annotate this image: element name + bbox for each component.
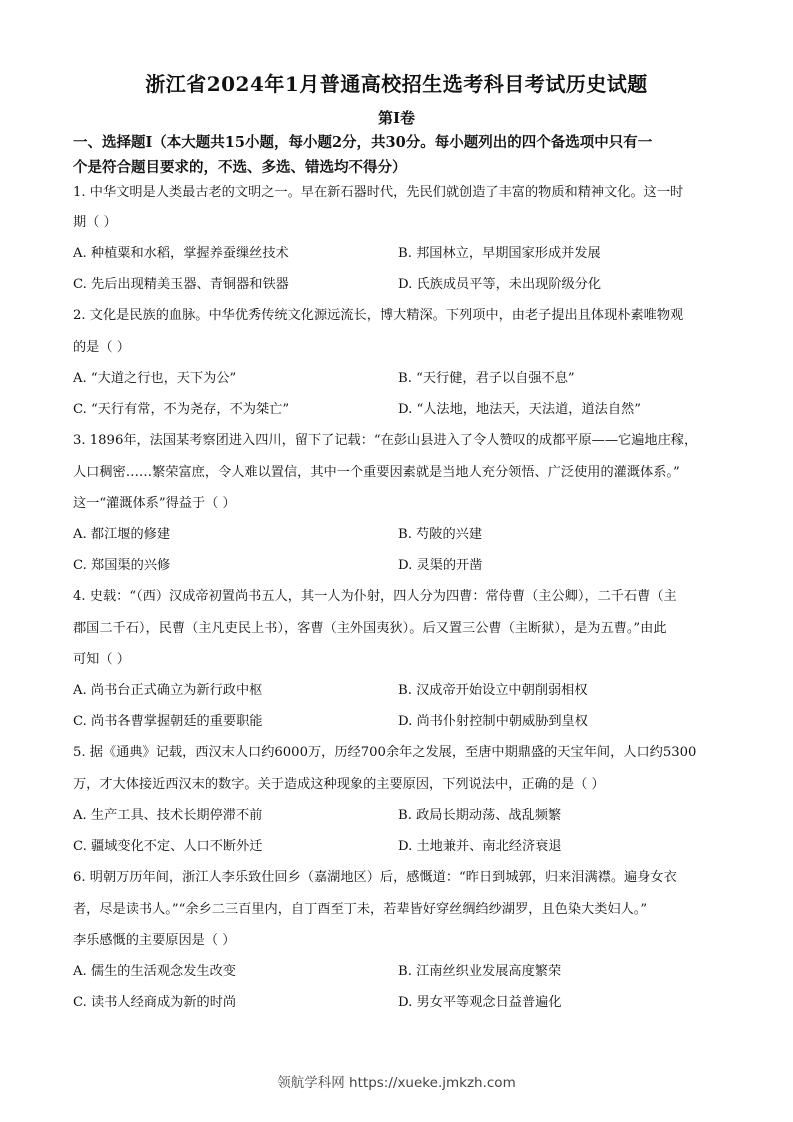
option-a: A. “大道之行也，天下为公” [73, 371, 237, 386]
section-instructions [73, 130, 733, 180]
option-d: D. 土地兼并、南北经济衰退 [398, 839, 562, 854]
option-b: B. 江南丝织业发展高度繁荣 [398, 964, 562, 979]
option-a: A. 都江堰的修建 [73, 527, 171, 542]
option-b: B. 政局长期动荡、战乱频繁 [398, 808, 562, 823]
question-stem-line: 3. 1896年，法国某考察团进入四川，留下了记载：“在彭山县进入了令人赞叹的成都平原——它遍地庄稼， [73, 433, 698, 448]
option-c: C. 尚书各曹掌握朝廷的重要职能 [73, 714, 263, 729]
footer-watermark: 领航学科网 https://xueke.jmkzh.com [277, 1075, 516, 1091]
question-stem-line: 5. 据《通典》记载，西汉末人口约6000万，历经700余年之发展，至唐中期鼎盛的天宝年间，人口约5300 [73, 745, 697, 760]
option-b: B. “天行健，君子以自强不息” [398, 371, 575, 386]
option-d: D. “人法地，地法天，天法道，道法自然” [398, 402, 641, 417]
question-stem-line: 期（ ） [73, 215, 117, 230]
question-stem-line: 人口稠密……繁荣富庶，令人难以置信，其中一个重要因素就是当地人充分领悟、广泛使用的灌溉体系。” [73, 465, 680, 480]
question-stem-line: 李乐感慨的主要原因是（ ） [73, 933, 236, 948]
option-c: C. 读书人经商成为新的时尚 [73, 995, 237, 1010]
option-b: B. 汉成帝开始设立中朝削弱相权 [398, 683, 588, 698]
option-a: A. 尚书台正式确立为新行政中枢 [73, 683, 263, 698]
question-stem-line: 郡国二千石），民曹（主凡吏民上书），客曹（主外国夷狄）。后又置三公曹（主断狱），是为五曹。”由此 [73, 621, 667, 636]
option-c: C. 先后出现精美玉器、青铜器和铁器 [73, 277, 289, 292]
question-stem-line: 6. 明朝万历年间，浙江人李乐致仕回乡（嘉湖地区）后，感慨道：“昨日到城郭，归来泪满襟。遍身女衣 [73, 870, 677, 885]
section-instructions-line-2: 个是符合题目要求的，不选、多选、错选均不得分） [73, 159, 407, 176]
page-title: 浙江省2024年1月普通高校招生选考科目考试历史试题 [145, 72, 648, 96]
option-a: A. 儒生的生活观念发生改变 [73, 964, 236, 979]
question-stem-line: 者，尽是读书人。”“余乡二三百里内，自丁酉至丁未，若辈皆好穿丝绸绉纱湖罗，且色染大类妇人。” [73, 902, 648, 917]
volume-heading: 第Ⅰ卷 [377, 109, 416, 127]
option-c: C. 疆域变化不定、人口不断外迁 [73, 839, 263, 854]
option-c: C. 郑国渠的兴修 [73, 558, 171, 573]
question-stem-line: 1. 中华文明是人类最古老的文明之一。早在新石器时代，先民们就创造了丰富的物质和精神文化。这一时 [73, 185, 684, 200]
option-d: D. 尚书仆射控制中朝威胁到皇权 [398, 714, 588, 729]
question-stem-line: 可知（ ） [73, 652, 130, 667]
option-b: B. 芍陂的兴建 [398, 527, 483, 542]
option-a: A. 种植粟和水稻，掌握养蚕缫丝技术 [73, 246, 289, 261]
option-b: B. 邦国林立，早期国家形成并发展 [398, 246, 601, 261]
question-stem-line: 的是（ ） [73, 340, 130, 355]
section-instructions-line-1: 一、选择题Ⅰ（本大题共15小题，每小题2分，共30分。每小题列出的四个备选项中只有一 [73, 134, 653, 151]
option-d: D. 灵渠的开凿 [398, 558, 483, 573]
question-stem-line: 万，才大体接近西汉末的数字。关于造成这种现象的主要原因，下列说法中，正确的是（ ） [73, 777, 605, 792]
option-d: D. 氏族成员平等，未出现阶级分化 [398, 277, 602, 292]
question-stem-line: 这一“灌溉体系”得益于（ ） [73, 496, 236, 511]
question-stem-line: 2. 文化是民族的血脉。中华优秀传统文化源远流长，博大精深。下列项中，由老子提出且体现朴素唯物观 [73, 308, 684, 323]
option-d: D. 男女平等观念日益普遍化 [398, 995, 562, 1010]
question-stem-line: 4. 史载：“（西）汉成帝初置尚书五人，其一人为仆射，四人分为四曹：常侍曹（主公卿），二千石曹（主 [73, 589, 677, 604]
option-c: C. “天行有常，不为尧存，不为桀亡” [73, 402, 290, 417]
option-a: A. 生产工具、技术长期停滞不前 [73, 808, 263, 823]
